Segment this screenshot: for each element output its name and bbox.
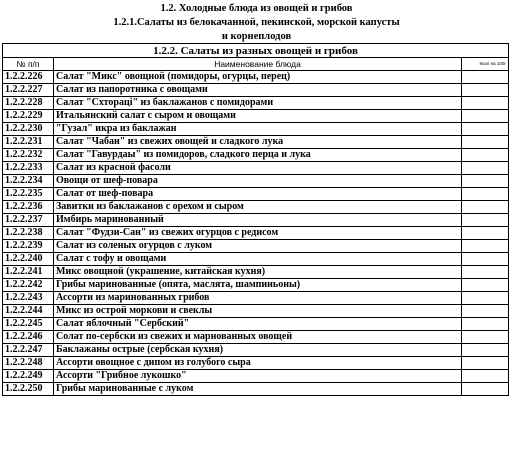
row-number-cell[interactable]: 1.2.2.240 xyxy=(3,253,54,266)
row-number-cell[interactable]: 1.2.2.226 xyxy=(3,71,54,84)
table-row xyxy=(3,162,509,175)
table-row xyxy=(3,331,509,344)
dish-name-cell[interactable]: "Гузал" икра из баклажан xyxy=(54,123,462,136)
dish-name-cell[interactable]: Микс овощной (украшение, китайская кухня) xyxy=(54,266,462,279)
row-number-cell[interactable]: 1.2.2.230 xyxy=(3,123,54,136)
kcal-cell[interactable] xyxy=(462,188,509,201)
dish-name-cell[interactable]: Салат из соленых огурцов с луком xyxy=(54,240,462,253)
menu-table-body xyxy=(3,44,509,396)
kcal-cell[interactable] xyxy=(462,84,509,97)
dish-name-cell[interactable]: Салат "Гавурдаы" из помидоров, сладкого перца и лука xyxy=(54,149,462,162)
row-number-cell[interactable]: 1.2.2.236 xyxy=(3,201,54,214)
row-number-cell[interactable]: 1.2.2.242 xyxy=(3,279,54,292)
dish-name-cell[interactable]: Салат из папоротника с овощами xyxy=(54,84,462,97)
table-row xyxy=(3,214,509,227)
row-number-cell[interactable]: 1.2.2.234 xyxy=(3,175,54,188)
table-row xyxy=(3,318,509,331)
row-number-cell[interactable]: 1.2.2.241 xyxy=(3,266,54,279)
kcal-cell[interactable] xyxy=(462,370,509,383)
table-row xyxy=(3,201,509,214)
table-row xyxy=(3,344,509,357)
column-header-row xyxy=(3,58,509,71)
row-number-cell[interactable]: 1.2.2.231 xyxy=(3,136,54,149)
row-number-cell[interactable]: 1.2.2.248 xyxy=(3,357,54,370)
dish-name-cell[interactable]: Салат яблочный "Сербский" xyxy=(54,318,462,331)
subsection-heading-line2: и корнеплодов xyxy=(221,31,292,42)
row-number-cell[interactable]: 1.2.2.227 xyxy=(3,84,54,97)
table-row xyxy=(3,227,509,240)
table-row xyxy=(3,110,509,123)
table-row xyxy=(3,84,509,97)
dish-name-cell[interactable]: Баклажаны острые (сербская кухня) xyxy=(54,344,462,357)
row-number-cell[interactable]: 1.2.2.249 xyxy=(3,370,54,383)
dish-name-cell[interactable]: Ассорти из маринованных грибов xyxy=(54,292,462,305)
dish-name-cell[interactable]: Грибы маринованные (опята, маслята, шампиньоны) xyxy=(54,279,462,292)
dish-name-cell[interactable]: Салат "Фудзи-Сан" из свежих огурцов с редисом xyxy=(54,227,462,240)
kcal-cell[interactable] xyxy=(462,344,509,357)
kcal-cell[interactable] xyxy=(462,162,509,175)
row-number-cell[interactable]: 1.2.2.250 xyxy=(3,383,54,396)
row-number-cell[interactable]: 1.2.2.235 xyxy=(3,188,54,201)
kcal-cell[interactable] xyxy=(462,149,509,162)
dish-name-cell[interactable]: Ассорти "Грибное лукошко" xyxy=(54,370,462,383)
row-number-cell[interactable]: 1.2.2.245 xyxy=(3,318,54,331)
column-header-name[interactable]: Наименование блюда xyxy=(54,58,462,71)
kcal-cell[interactable] xyxy=(462,240,509,253)
dish-name-cell[interactable]: Салат "Микс" овощной (помидоры, огурцы, перец) xyxy=(54,71,462,84)
column-header-number[interactable]: № п/п xyxy=(3,58,54,71)
row-number-cell[interactable]: 1.2.2.233 xyxy=(3,162,54,175)
dish-name-cell[interactable]: Ассорти овощное с дипом из голубого сыра xyxy=(54,357,462,370)
dish-name-cell[interactable]: Солат по-сербски из свежих и марнованных овощей xyxy=(54,331,462,344)
kcal-cell[interactable] xyxy=(462,318,509,331)
row-number-cell[interactable]: 1.2.2.238 xyxy=(3,227,54,240)
kcal-cell[interactable] xyxy=(462,227,509,240)
menu-table xyxy=(2,43,509,396)
column-header-kcal[interactable]: Ккал на 100г xyxy=(462,58,509,71)
kcal-cell[interactable] xyxy=(462,331,509,344)
table-row xyxy=(3,292,509,305)
dish-name-cell[interactable]: Овощи от шеф-повара xyxy=(54,175,462,188)
dish-name-cell[interactable]: Завитки из баклажанов с орехом и сыром xyxy=(54,201,462,214)
table-row xyxy=(3,266,509,279)
subsection2-row xyxy=(3,44,509,58)
table-row xyxy=(3,383,509,396)
table-row xyxy=(3,123,509,136)
dish-name-cell[interactable]: Итальянский салат с сыром и овощами xyxy=(54,110,462,123)
dish-name-cell[interactable]: Микс из острой моркови и свеклы xyxy=(54,305,462,318)
dish-name-cell[interactable]: Салат "Чабан" из свежих овощей и сладкого лука xyxy=(54,136,462,149)
kcal-cell[interactable] xyxy=(462,253,509,266)
kcal-cell[interactable] xyxy=(462,71,509,84)
table-row xyxy=(3,240,509,253)
table-row xyxy=(3,149,509,162)
kcal-cell[interactable] xyxy=(462,175,509,188)
table-row xyxy=(3,188,509,201)
row-number-cell[interactable]: 1.2.2.228 xyxy=(3,97,54,110)
row-number-cell[interactable]: 1.2.2.239 xyxy=(3,240,54,253)
table-row xyxy=(3,305,509,318)
dish-name-cell[interactable]: Имбирь маринованный xyxy=(54,214,462,227)
table-row xyxy=(3,253,509,266)
table-row xyxy=(3,370,509,383)
kcal-cell[interactable] xyxy=(462,305,509,318)
kcal-cell[interactable] xyxy=(462,292,509,305)
table-row xyxy=(3,71,509,84)
row-number-cell[interactable]: 1.2.2.232 xyxy=(3,149,54,162)
subsection-heading-line1: 1.2.1.Салаты из белокачанной, пекинской, морской капусты xyxy=(113,17,400,28)
row-number-cell[interactable]: 1.2.2.237 xyxy=(3,214,54,227)
row-number-cell[interactable]: 1.2.2.243 xyxy=(3,292,54,305)
kcal-cell[interactable] xyxy=(462,97,509,110)
row-number-cell[interactable]: 1.2.2.229 xyxy=(3,110,54,123)
dish-name-cell[interactable]: Салат от шеф-повара xyxy=(54,188,462,201)
table-row xyxy=(3,136,509,149)
kcal-cell[interactable] xyxy=(462,123,509,136)
row-number-cell[interactable]: 1.2.2.244 xyxy=(3,305,54,318)
kcal-cell[interactable] xyxy=(462,110,509,123)
dish-name-cell[interactable]: Грибы маринованные с луком xyxy=(54,383,462,396)
kcal-cell[interactable] xyxy=(462,136,509,149)
dish-name-cell[interactable]: Салат с тофу и овощами xyxy=(54,253,462,266)
row-number-cell[interactable]: 1.2.2.247 xyxy=(3,344,54,357)
table-row xyxy=(3,175,509,188)
subsection2-heading[interactable]: 1.2.2. Салаты из разных овощей и грибов xyxy=(3,44,509,58)
kcal-cell[interactable] xyxy=(462,266,509,279)
dish-name-cell[interactable]: Салат "Схтораці" из баклажанов с помидорами xyxy=(54,97,462,110)
kcal-cell[interactable] xyxy=(462,214,509,227)
table-row xyxy=(3,279,509,292)
table-row xyxy=(3,357,509,370)
kcal-cell[interactable] xyxy=(462,201,509,214)
kcal-cell[interactable] xyxy=(462,279,509,292)
kcal-cell[interactable] xyxy=(462,357,509,370)
kcal-cell[interactable] xyxy=(462,383,509,396)
section-heading: 1.2. Холодные блюда из овощей и грибов xyxy=(160,3,353,14)
table-row xyxy=(3,97,509,110)
dish-name-cell[interactable]: Салат из красной фасоли xyxy=(54,162,462,175)
row-number-cell[interactable]: 1.2.2.246 xyxy=(3,331,54,344)
